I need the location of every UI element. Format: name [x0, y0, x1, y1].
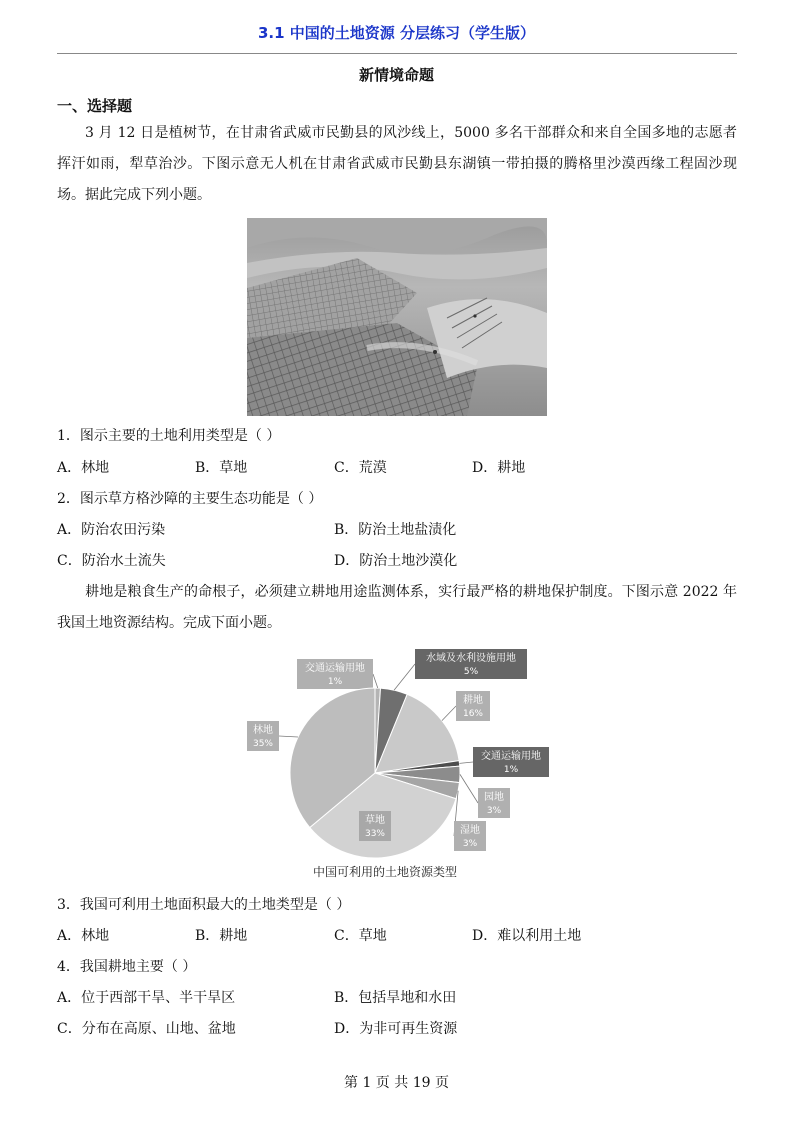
slice-name-label-7: 林地 [253, 725, 273, 736]
slice-percent-label-7: 35% [252, 739, 274, 749]
slice-name-label-4: 园地 [484, 792, 504, 803]
document-header-title: 3.1 中国的土地资源 分层练习（学生版） [257, 24, 536, 42]
question-2-stem: 2．图示草方格沙障的主要生态功能是（ ） [57, 491, 323, 507]
slice-percent-label-0: 1% [327, 677, 343, 687]
slice-name-label-6: 草地 [365, 815, 385, 826]
slice-percent-label-1: 5% [463, 667, 479, 677]
q1-option-c[interactable]: C．荒漠 [334, 460, 387, 476]
q2-option-b[interactable]: B．防治土地盐渍化 [334, 522, 457, 538]
q3-option-b[interactable]: B．耕地 [195, 928, 248, 944]
q4-option-a[interactable]: A．位于西部干旱、半干旱区 [57, 990, 236, 1006]
slice-percent-label-6: 33% [364, 829, 386, 839]
land-resource-pie-chart [245, 645, 565, 885]
q3-option-d[interactable]: D．难以利用土地 [472, 928, 582, 944]
q1-option-a[interactable]: A．林地 [57, 460, 110, 476]
leader-line-4 [460, 774, 478, 803]
q4-option-c[interactable]: C．分布在高原、山地、盆地 [57, 1021, 236, 1037]
question-4-stem: 4．我国耕地主要（ ） [57, 959, 197, 975]
desert-sand-barrier-photo [247, 218, 547, 416]
slice-percent-label-3: 1% [503, 765, 519, 775]
passage-2 [57, 577, 737, 639]
q1-option-d[interactable]: D．耕地 [472, 460, 526, 476]
slice-name-label-0: 交通运输用地 [305, 663, 365, 674]
q3-option-c[interactable]: C．草地 [334, 928, 387, 944]
slice-percent-label-4: 3% [486, 806, 502, 816]
chart-title: 中国可利用的土地资源类型 [312, 865, 458, 879]
slice-percent-label-2: 16% [462, 709, 484, 719]
leader-line-3 [459, 762, 473, 763]
leader-line-2 [442, 706, 456, 721]
slice-name-label-2: 耕地 [463, 695, 483, 706]
q4-option-d[interactable]: D．为非可再生资源 [334, 1021, 458, 1037]
header-divider [57, 53, 737, 54]
leader-line-0 [373, 674, 378, 688]
slice-name-label-1: 水域及水利设施用地 [426, 653, 516, 664]
question-1-stem: 1．图示主要的土地利用类型是（ ） [57, 428, 281, 444]
leader-line-7 [279, 736, 298, 737]
page-footer: 第 1 页 共 19 页 [344, 1075, 449, 1091]
q4-option-b[interactable]: B．包括旱地和水田 [334, 990, 457, 1006]
passage-1-text: 3 月 12 日是植树节，在甘肃省武威市民勤县的风沙线上，5000 多名干部群众和来自全国多地的志愿者挥汗如雨，犁草治沙。下图示意无人机在甘肃省武威市民勤县东湖镇一带拍摄的腾格里沙漠西缘工程固沙现场。据此完成下列小题。 [57, 125, 737, 203]
part-title: 一、选择题 [57, 97, 133, 115]
q2-option-c[interactable]: C．防治水土流失 [57, 553, 166, 569]
section-title: 新情境命题 [358, 66, 434, 84]
question-3-stem: 3．我国可利用土地面积最大的土地类型是（ ） [57, 897, 351, 913]
passage-2-text: 耕地是粮食生产的命根子，必须建立耕地用途监测体系，实行最严格的耕地保护制度。下图示意 2022 年我国土地资源结构。完成下面小题。 [57, 584, 737, 631]
q1-option-b[interactable]: B．草地 [195, 460, 248, 476]
leader-line-1 [394, 664, 415, 690]
q3-option-a[interactable]: A．林地 [57, 928, 110, 944]
slice-name-label-5: 湿地 [460, 825, 480, 836]
passage-1 [57, 118, 737, 211]
q2-option-d[interactable]: D．防治土地沙漠化 [334, 553, 458, 569]
slice-name-label-3: 交通运输用地 [481, 751, 541, 762]
q2-option-a[interactable]: A．防治农田污染 [57, 522, 166, 538]
slice-percent-label-5: 3% [462, 839, 478, 849]
